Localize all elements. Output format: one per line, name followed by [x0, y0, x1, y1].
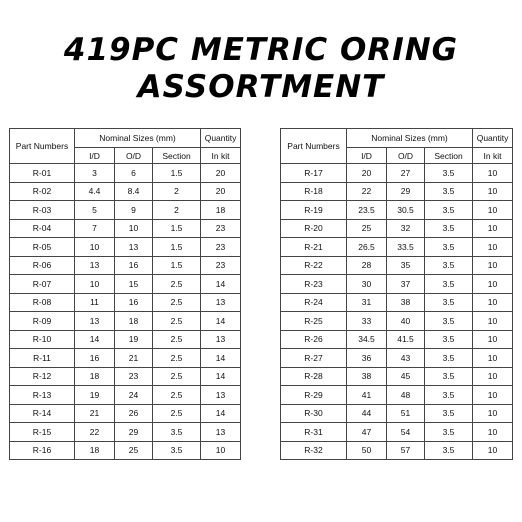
part-number-cell: R-15 — [10, 423, 75, 442]
part-number-cell: R-11 — [10, 349, 75, 368]
inner-diameter-cell: 13 — [75, 312, 115, 331]
quantity-cell: 10 — [473, 423, 513, 442]
outer-diameter-cell: 30.5 — [387, 201, 425, 220]
part-number-cell: R-31 — [281, 423, 347, 442]
quantity-cell: 14 — [201, 367, 241, 386]
part-number-cell: R-23 — [281, 275, 347, 294]
inner-diameter-cell: 19 — [75, 386, 115, 405]
section-cell: 2.5 — [153, 312, 201, 331]
in-kit-header: In kit — [201, 148, 241, 164]
table-body — [281, 164, 513, 460]
od-header: O/D — [387, 148, 425, 164]
nominal-sizes-header: Nominal Sizes (mm) — [75, 129, 201, 148]
table-row — [281, 423, 513, 442]
part-numbers-header: Part Numbers — [281, 129, 347, 164]
section-cell: 1.5 — [153, 219, 201, 238]
inner-diameter-cell: 22 — [347, 182, 387, 201]
part-number-cell: R-32 — [281, 441, 347, 460]
part-number-cell: R-21 — [281, 238, 347, 257]
section-cell: 1.5 — [153, 238, 201, 257]
outer-diameter-cell: 48 — [387, 386, 425, 405]
quantity-cell: 10 — [473, 330, 513, 349]
part-number-cell: R-20 — [281, 219, 347, 238]
inner-diameter-cell: 22 — [75, 423, 115, 442]
section-header: Section — [153, 148, 201, 164]
table-row — [10, 293, 241, 312]
part-number-cell: R-25 — [281, 312, 347, 331]
table-row — [281, 238, 513, 257]
outer-diameter-cell: 45 — [387, 367, 425, 386]
part-numbers-header: Part Numbers — [10, 129, 75, 164]
inner-diameter-cell: 28 — [347, 256, 387, 275]
section-cell: 3.5 — [425, 367, 473, 386]
inner-diameter-cell: 18 — [75, 441, 115, 460]
outer-diameter-cell: 38 — [387, 293, 425, 312]
outer-diameter-cell: 25 — [115, 441, 153, 460]
outer-diameter-cell: 19 — [115, 330, 153, 349]
inner-diameter-cell: 38 — [347, 367, 387, 386]
outer-diameter-cell: 29 — [387, 182, 425, 201]
section-cell: 2.5 — [153, 293, 201, 312]
section-cell: 3.5 — [425, 201, 473, 220]
oring-table-right — [280, 128, 513, 460]
outer-diameter-cell: 10 — [115, 219, 153, 238]
table-row — [281, 275, 513, 294]
od-header: O/D — [115, 148, 153, 164]
table-row — [10, 367, 241, 386]
inner-diameter-cell: 34.5 — [347, 330, 387, 349]
inner-diameter-cell: 21 — [75, 404, 115, 423]
quantity-cell: 10 — [473, 386, 513, 405]
table-row — [10, 201, 241, 220]
section-cell: 2.5 — [153, 330, 201, 349]
page-title: 419PC METRIC ORING — [63, 32, 459, 68]
table-row — [10, 256, 241, 275]
part-number-cell: R-08 — [10, 293, 75, 312]
table-row — [10, 349, 241, 368]
section-cell: 3.5 — [425, 349, 473, 368]
outer-diameter-cell: 15 — [115, 275, 153, 294]
quantity-header: Quantity — [473, 129, 513, 148]
table-row — [281, 330, 513, 349]
section-cell: 3.5 — [153, 423, 201, 442]
section-cell: 2.5 — [153, 367, 201, 386]
quantity-cell: 10 — [473, 367, 513, 386]
table-row — [10, 386, 241, 405]
outer-diameter-cell: 23 — [115, 367, 153, 386]
quantity-cell: 20 — [201, 164, 241, 183]
outer-diameter-cell: 18 — [115, 312, 153, 331]
inner-diameter-cell: 36 — [347, 349, 387, 368]
part-number-cell: R-24 — [281, 293, 347, 312]
inner-diameter-cell: 18 — [75, 367, 115, 386]
quantity-cell: 23 — [201, 256, 241, 275]
nominal-sizes-header: Nominal Sizes (mm) — [347, 129, 473, 148]
outer-diameter-cell: 37 — [387, 275, 425, 294]
in-kit-header: In kit — [473, 148, 513, 164]
section-cell: 3.5 — [425, 219, 473, 238]
section-cell: 3.5 — [425, 312, 473, 331]
inner-diameter-cell: 47 — [347, 423, 387, 442]
quantity-cell: 10 — [473, 441, 513, 460]
section-cell: 2 — [153, 201, 201, 220]
quantity-cell: 10 — [201, 441, 241, 460]
quantity-cell: 13 — [201, 423, 241, 442]
table-row — [281, 312, 513, 331]
outer-diameter-cell: 35 — [387, 256, 425, 275]
quantity-cell: 18 — [201, 201, 241, 220]
table-row — [10, 219, 241, 238]
part-number-cell: R-29 — [281, 386, 347, 405]
inner-diameter-cell: 50 — [347, 441, 387, 460]
section-cell: 3.5 — [425, 404, 473, 423]
id-header: I/D — [347, 148, 387, 164]
part-number-cell: R-12 — [10, 367, 75, 386]
table-row — [281, 386, 513, 405]
outer-diameter-cell: 33.5 — [387, 238, 425, 257]
section-cell: 3.5 — [425, 423, 473, 442]
table-row — [10, 164, 241, 183]
table-body — [10, 164, 241, 460]
table-row — [10, 404, 241, 423]
outer-diameter-cell: 32 — [387, 219, 425, 238]
page-subtitle: ASSORTMENT — [137, 69, 385, 105]
table-row — [281, 219, 513, 238]
outer-diameter-cell: 26 — [115, 404, 153, 423]
section-cell: 3.5 — [425, 182, 473, 201]
table-row — [10, 312, 241, 331]
section-cell: 1.5 — [153, 164, 201, 183]
quantity-cell: 23 — [201, 238, 241, 257]
quantity-cell: 13 — [201, 293, 241, 312]
outer-diameter-cell: 29 — [115, 423, 153, 442]
part-number-cell: R-10 — [10, 330, 75, 349]
quantity-cell: 10 — [473, 164, 513, 183]
table-row — [10, 423, 241, 442]
section-cell: 3.5 — [425, 238, 473, 257]
section-cell: 2.5 — [153, 275, 201, 294]
outer-diameter-cell: 6 — [115, 164, 153, 183]
inner-diameter-cell: 4.4 — [75, 182, 115, 201]
inner-diameter-cell: 20 — [347, 164, 387, 183]
outer-diameter-cell: 9 — [115, 201, 153, 220]
part-number-cell: R-06 — [10, 256, 75, 275]
id-header: I/D — [75, 148, 115, 164]
quantity-cell: 20 — [201, 182, 241, 201]
table-row — [281, 182, 513, 201]
inner-diameter-cell: 14 — [75, 330, 115, 349]
outer-diameter-cell: 16 — [115, 293, 153, 312]
part-number-cell: R-09 — [10, 312, 75, 331]
inner-diameter-cell: 25 — [347, 219, 387, 238]
inner-diameter-cell: 10 — [75, 275, 115, 294]
section-header: Section — [425, 148, 473, 164]
quantity-header: Quantity — [201, 129, 241, 148]
section-cell: 1.5 — [153, 256, 201, 275]
quantity-cell: 13 — [201, 330, 241, 349]
section-cell: 2.5 — [153, 404, 201, 423]
quantity-cell: 10 — [473, 293, 513, 312]
outer-diameter-cell: 54 — [387, 423, 425, 442]
table-row — [10, 441, 241, 460]
inner-diameter-cell: 33 — [347, 312, 387, 331]
table-row — [10, 275, 241, 294]
quantity-cell: 13 — [201, 386, 241, 405]
quantity-cell: 10 — [473, 312, 513, 331]
part-number-cell: R-05 — [10, 238, 75, 257]
quantity-cell: 10 — [473, 404, 513, 423]
part-number-cell: R-13 — [10, 386, 75, 405]
inner-diameter-cell: 5 — [75, 201, 115, 220]
quantity-cell: 10 — [473, 256, 513, 275]
table-row — [10, 330, 241, 349]
part-number-cell: R-07 — [10, 275, 75, 294]
outer-diameter-cell: 27 — [387, 164, 425, 183]
quantity-cell: 14 — [201, 349, 241, 368]
part-number-cell: R-26 — [281, 330, 347, 349]
inner-diameter-cell: 16 — [75, 349, 115, 368]
inner-diameter-cell: 41 — [347, 386, 387, 405]
table-row — [281, 349, 513, 368]
outer-diameter-cell: 13 — [115, 238, 153, 257]
section-cell: 2 — [153, 182, 201, 201]
outer-diameter-cell: 51 — [387, 404, 425, 423]
quantity-cell: 14 — [201, 312, 241, 331]
section-cell: 3.5 — [425, 386, 473, 405]
part-number-cell: R-02 — [10, 182, 75, 201]
outer-diameter-cell: 43 — [387, 349, 425, 368]
outer-diameter-cell: 24 — [115, 386, 153, 405]
outer-diameter-cell: 16 — [115, 256, 153, 275]
part-number-cell: R-14 — [10, 404, 75, 423]
part-number-cell: R-03 — [10, 201, 75, 220]
inner-diameter-cell: 23.5 — [347, 201, 387, 220]
quantity-cell: 10 — [473, 275, 513, 294]
outer-diameter-cell: 8.4 — [115, 182, 153, 201]
inner-diameter-cell: 3 — [75, 164, 115, 183]
inner-diameter-cell: 26.5 — [347, 238, 387, 257]
section-cell: 3.5 — [425, 256, 473, 275]
part-number-cell: R-16 — [10, 441, 75, 460]
table-row — [10, 182, 241, 201]
table-row — [281, 164, 513, 183]
part-number-cell: R-18 — [281, 182, 347, 201]
table-row — [281, 441, 513, 460]
inner-diameter-cell: 7 — [75, 219, 115, 238]
quantity-cell: 10 — [473, 349, 513, 368]
inner-diameter-cell: 30 — [347, 275, 387, 294]
table-row — [281, 404, 513, 423]
table-row — [10, 238, 241, 257]
inner-diameter-cell: 44 — [347, 404, 387, 423]
part-number-cell: R-22 — [281, 256, 347, 275]
oring-table-left — [9, 128, 241, 460]
part-number-cell: R-19 — [281, 201, 347, 220]
section-cell: 3.5 — [425, 330, 473, 349]
section-cell: 3.5 — [153, 441, 201, 460]
part-number-cell: R-17 — [281, 164, 347, 183]
part-number-cell: R-27 — [281, 349, 347, 368]
quantity-cell: 14 — [201, 404, 241, 423]
outer-diameter-cell: 21 — [115, 349, 153, 368]
quantity-cell: 14 — [201, 275, 241, 294]
table-row — [281, 201, 513, 220]
inner-diameter-cell: 10 — [75, 238, 115, 257]
quantity-cell: 10 — [473, 182, 513, 201]
part-number-cell: R-28 — [281, 367, 347, 386]
outer-diameter-cell: 57 — [387, 441, 425, 460]
section-cell: 3.5 — [425, 164, 473, 183]
outer-diameter-cell: 40 — [387, 312, 425, 331]
quantity-cell: 10 — [473, 238, 513, 257]
table-row — [281, 293, 513, 312]
section-cell: 2.5 — [153, 386, 201, 405]
part-number-cell: R-01 — [10, 164, 75, 183]
inner-diameter-cell: 31 — [347, 293, 387, 312]
inner-diameter-cell: 13 — [75, 256, 115, 275]
outer-diameter-cell: 41.5 — [387, 330, 425, 349]
table-row — [281, 256, 513, 275]
table-row — [281, 367, 513, 386]
section-cell: 3.5 — [425, 293, 473, 312]
section-cell: 2.5 — [153, 349, 201, 368]
section-cell: 3.5 — [425, 275, 473, 294]
part-number-cell: R-04 — [10, 219, 75, 238]
quantity-cell: 10 — [473, 219, 513, 238]
section-cell: 3.5 — [425, 441, 473, 460]
quantity-cell: 23 — [201, 219, 241, 238]
inner-diameter-cell: 11 — [75, 293, 115, 312]
part-number-cell: R-30 — [281, 404, 347, 423]
quantity-cell: 10 — [473, 201, 513, 220]
